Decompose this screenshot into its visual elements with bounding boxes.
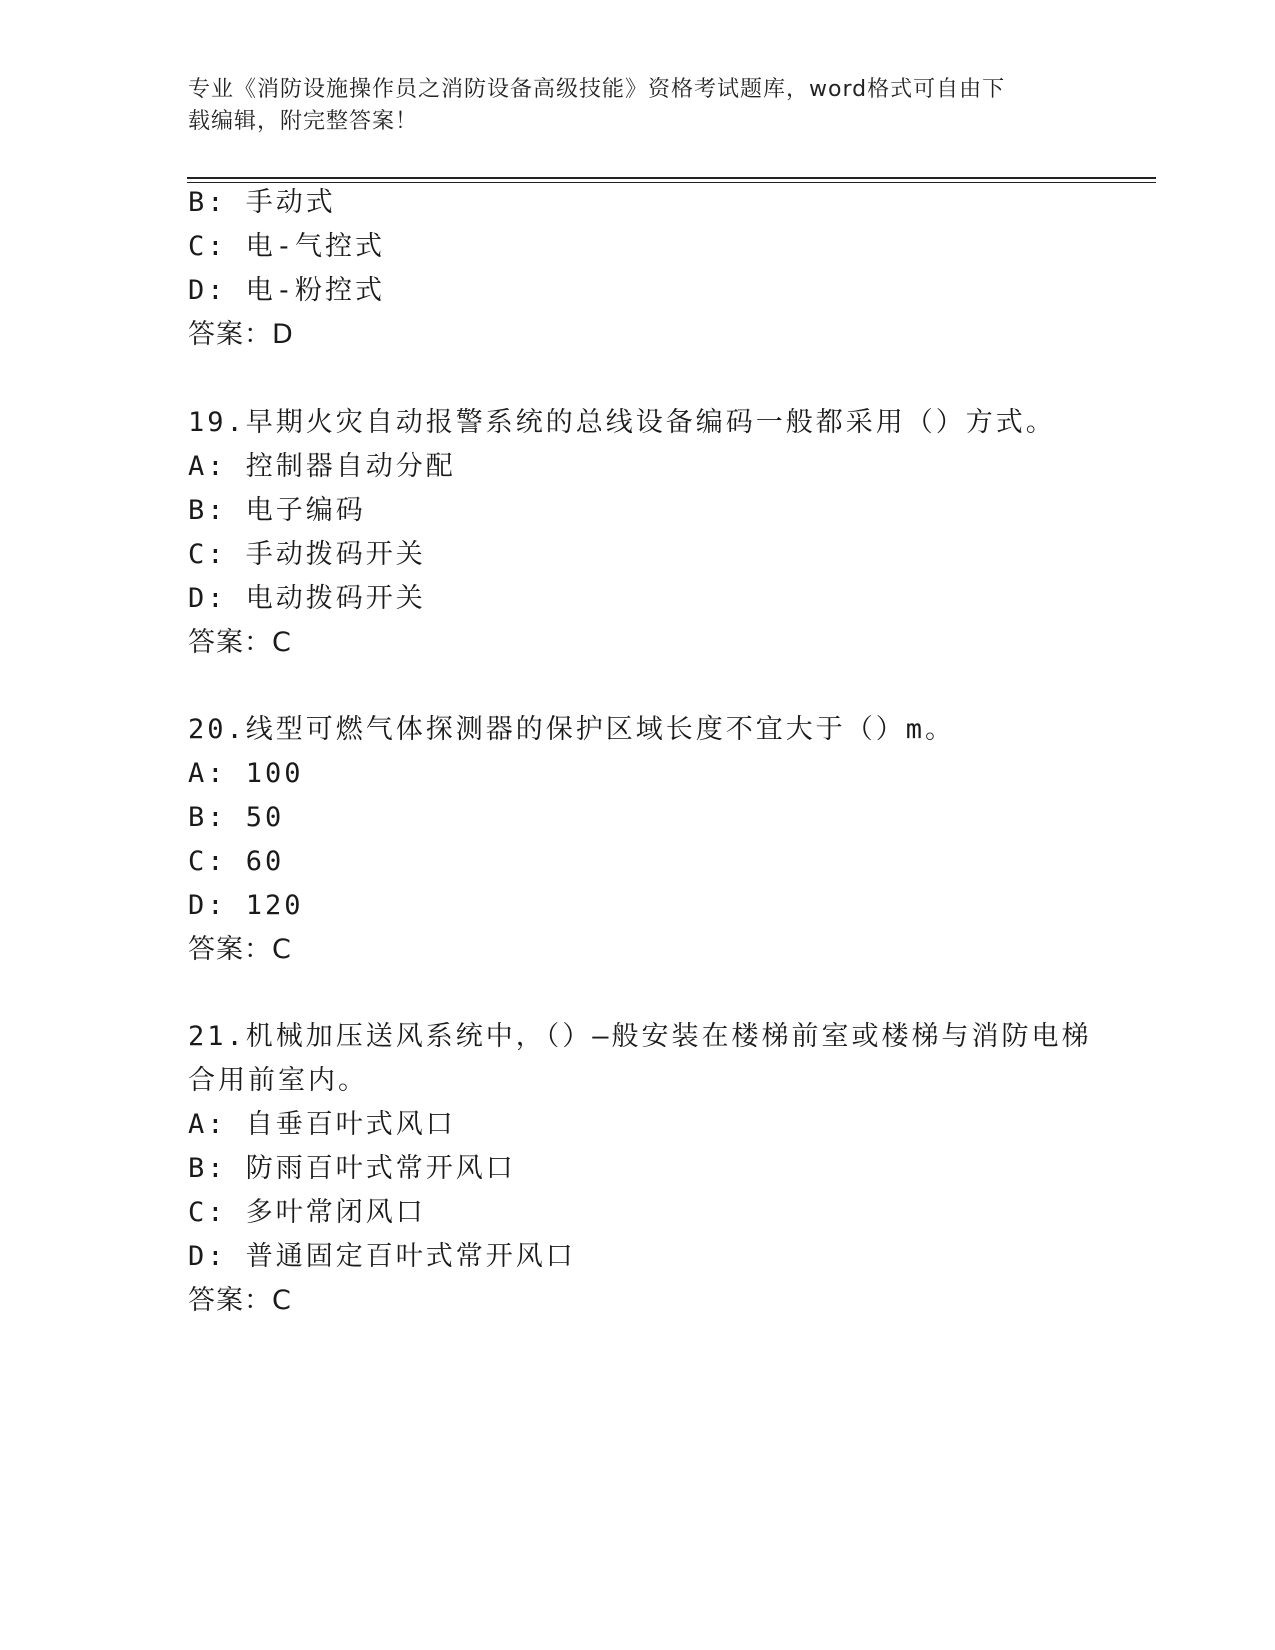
answer-line: 答案：D — [188, 319, 294, 350]
option-b: B: 手动式 — [188, 187, 336, 218]
option-b: B: 防雨百叶式常开风口 — [188, 1153, 516, 1184]
header-divider-thin — [187, 182, 1156, 183]
option-d: D: 普通固定百叶式常开风口 — [188, 1241, 576, 1272]
header-line-2: 载编辑，附完整答案！ — [188, 109, 419, 134]
option-c: C: 电-气控式 — [188, 231, 386, 262]
option-a: A: 100 — [188, 758, 304, 789]
option-c: C: 多叶常闭风口 — [188, 1197, 426, 1228]
header-line-1: 专业《消防设施操作员之消防设备高级技能》资格考试题库，word格式可自由下 — [188, 77, 1006, 102]
answer-line: 答案：C — [188, 627, 292, 658]
option-d: D: 120 — [188, 890, 304, 921]
document-header — [188, 74, 1068, 138]
answer-line: 答案：C — [188, 1285, 292, 1316]
option-a: A: 自垂百叶式风口 — [188, 1109, 456, 1140]
question-stem-continued: 合用前室内。 — [188, 1065, 368, 1096]
option-d: D: 电动拨码开关 — [188, 583, 426, 614]
question-stem: 19.早期火灾自动报警系统的总线设备编码一般都采用（）方式。 — [188, 407, 1056, 438]
option-c: C: 手动拨码开关 — [188, 539, 426, 570]
answer-line: 答案：C — [188, 934, 292, 965]
option-b: B: 50 — [188, 802, 285, 833]
option-d: D: 电-粉控式 — [188, 275, 386, 306]
option-a: A: 控制器自动分配 — [188, 451, 456, 482]
option-b: B: 电子编码 — [188, 495, 366, 526]
header-divider-thick — [187, 177, 1156, 179]
option-c: C: 60 — [188, 846, 285, 877]
question-stem: 20.线型可燃气体探测器的保护区域长度不宜大于（）m。 — [188, 714, 956, 745]
question-stem: 21.机械加压送风系统中，（）—般安装在楼梯前室或楼梯与消防电梯 — [188, 1021, 1092, 1052]
